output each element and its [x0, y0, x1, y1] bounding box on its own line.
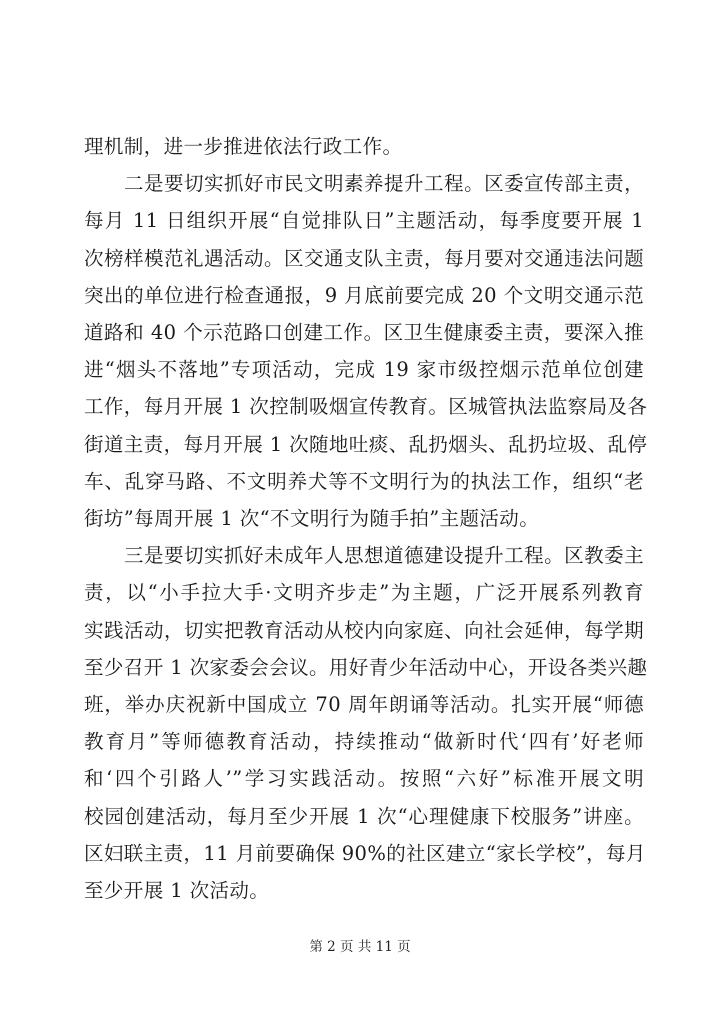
- text-line: 实践活动，切实把教育活动从校内向家庭、向社会延伸，每学期: [84, 618, 644, 642]
- text-line: 工作，每月开展 1 次控制吸烟宣传教育。区城管执法监察局及各: [84, 395, 648, 419]
- text-line: 教育月”等师德教育活动，持续推动“做新时代‘四有’好老师: [84, 730, 644, 754]
- text-line: 和‘四个引路人’”学习实践活动。按照“六好”标准开展文明: [84, 767, 644, 791]
- text-line: 区妇联主责，11 月前要确保 90%的社区建立“家长学校”，每月: [84, 841, 646, 865]
- text-line: 次榜样模范礼遇活动。区交通支队主责，每月要对交通违法问题: [84, 246, 644, 270]
- text-line: 每月 11 日组织开展“自觉排队日”主题活动，每季度要开展 1: [84, 209, 644, 233]
- text-line: 三是要切实抓好未成年人思想道德建设提升工程。区教委主: [124, 544, 644, 568]
- text-line: 班，举办庆祝新中国成立 70 周年朗诵等活动。扎实开展“师德: [84, 693, 644, 716]
- text-line: 至少召开 1 次家委会会议。用好青少年活动中心，开设各类兴趣: [84, 655, 648, 679]
- page-footer: 第 2 页 共 11 页: [309, 939, 411, 955]
- text-line: 二是要切实抓好市民文明素养提升工程。区委宣传部主责，: [124, 172, 644, 196]
- text-line: 进“烟头不落地”专项活动，完成 19 家市级控烟示范单位创建: [84, 358, 644, 382]
- text-line: 车、乱穿马路、不文明养犬等不文明行为的执法工作，组织“老: [84, 469, 644, 493]
- text-line: 校园创建活动，每月至少开展 1 次“心理健康下校服务”讲座。: [84, 804, 644, 828]
- text-line: 理机制，进一步推进依法行政工作。: [84, 135, 403, 158]
- text-line: 至少开展 1 次活动。: [84, 879, 270, 902]
- text-line: 突出的单位进行检查通报，9 月底前要完成 20 个文明交通示范: [84, 283, 644, 307]
- text-line: 道路和 40 个示范路口创建工作。区卫生健康委主责，要深入推: [84, 321, 644, 344]
- text-line: 街道主责，每月开展 1 次随地吐痰、乱扔烟头、乱扔垃圾、乱停: [84, 432, 648, 456]
- text-line: 街坊”每周开展 1 次“不文明行为随手拍”主题活动。: [84, 507, 540, 530]
- text-line: 责，以“小手拉大手·文明齐步走”为主题，广泛开展系列教育: [84, 581, 644, 605]
